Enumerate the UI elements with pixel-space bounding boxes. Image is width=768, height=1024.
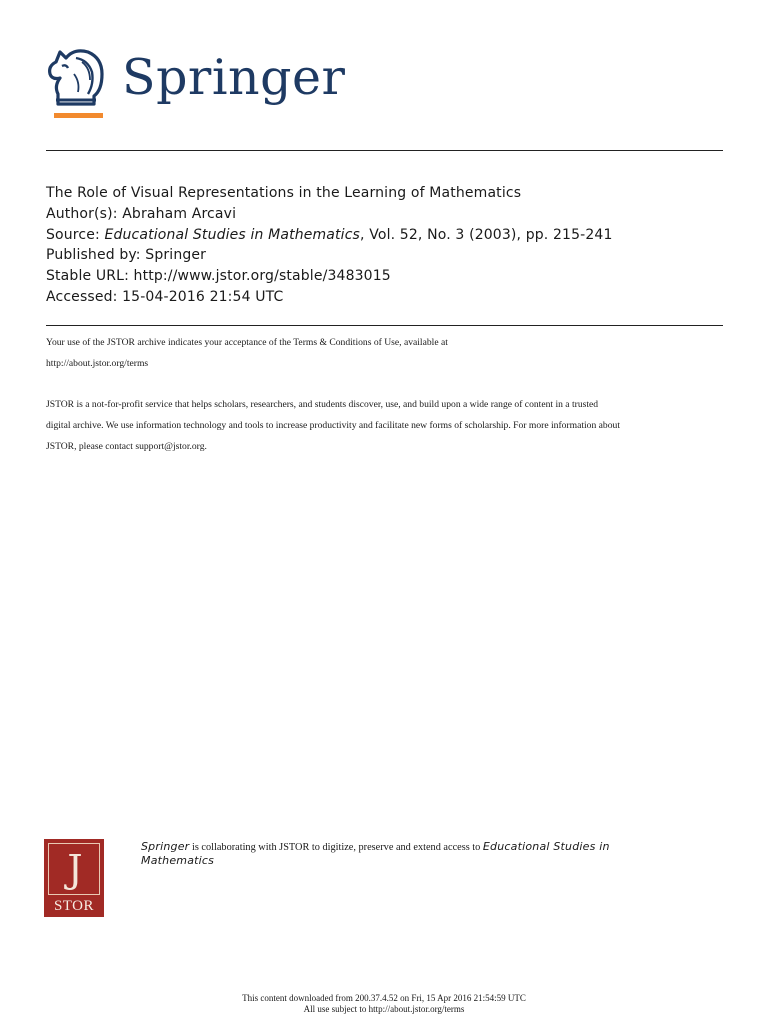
accessed-line (46, 287, 726, 308)
terms-text: Your use of the JSTOR archive indicates your acceptance of the Terms & Conditions of Use, available at (46, 337, 448, 348)
published-by-line (46, 245, 726, 266)
stable-url-line (46, 266, 726, 287)
article-title: The Role of Visual Representations in the Learning of Mathematics (46, 185, 522, 201)
accessed-label: Accessed: (46, 288, 118, 305)
source-line (46, 225, 726, 246)
logo-accent-bar (54, 113, 103, 118)
jstor-notice-line-1: JSTOR is a not-for-profit service that helps scholars, researchers, and students discover, use, and build upon a wide range of content in a trusted (46, 399, 599, 410)
source-details: , Vol. 52, No. 3 (2003), pp. 215-241 (360, 226, 613, 243)
author-name: Abraham Arcavi (122, 205, 237, 222)
jstor-notice (46, 394, 726, 457)
collab-publisher: Springer (141, 840, 190, 853)
footer-download-info: This content downloaded from 200.37.4.52 on Fri, 15 Apr 2016 21:54:59 UTC (242, 993, 526, 1003)
jstor-wordmark: STOR (53, 898, 95, 914)
collab-journal-part2: Mathematics (141, 854, 215, 867)
jstor-notice-line-2: digital archive. We use information technology and tools to increase productivity and facilitate new forms of scholarship. For more information about (46, 420, 620, 431)
chess-knight-icon (44, 44, 108, 108)
terms-notice (46, 332, 726, 374)
journal-title: Educational Studies in Mathematics (104, 226, 361, 243)
divider-top (46, 150, 723, 151)
collab-journal-part1: Educational Studies in (482, 840, 610, 853)
jstor-letter: J (67, 847, 83, 891)
publisher-name: Springer (145, 247, 207, 264)
accessed-date: 15-04-2016 21:54 UTC (122, 288, 284, 305)
springer-wordmark: Springer (122, 49, 346, 106)
published-by-label: Published by: (46, 247, 141, 264)
collaboration-statement (141, 840, 681, 868)
terms-link[interactable]: http://about.jstor.org/terms (46, 358, 149, 369)
springer-logo (44, 44, 344, 124)
footer-terms: All use subject to http://about.jstor.org/terms (303, 1003, 465, 1014)
author-label: Author(s): (46, 205, 118, 222)
stable-url-label: Stable URL: (46, 268, 129, 285)
divider-middle (46, 325, 723, 326)
citation-block (46, 183, 726, 308)
author-line (46, 204, 726, 225)
jstor-emblem (48, 843, 100, 895)
download-footer (0, 993, 768, 1014)
stable-url-link[interactable]: http://www.jstor.org/stable/3483015 (133, 268, 391, 285)
collab-text: is collaborating with JSTOR to digitize, preserve and extend access to (189, 842, 483, 853)
jstor-notice-line-3: JSTOR, please contact support@jstor.org. (46, 441, 207, 452)
jstor-logo (44, 839, 104, 917)
source-label: Source: (46, 226, 100, 243)
